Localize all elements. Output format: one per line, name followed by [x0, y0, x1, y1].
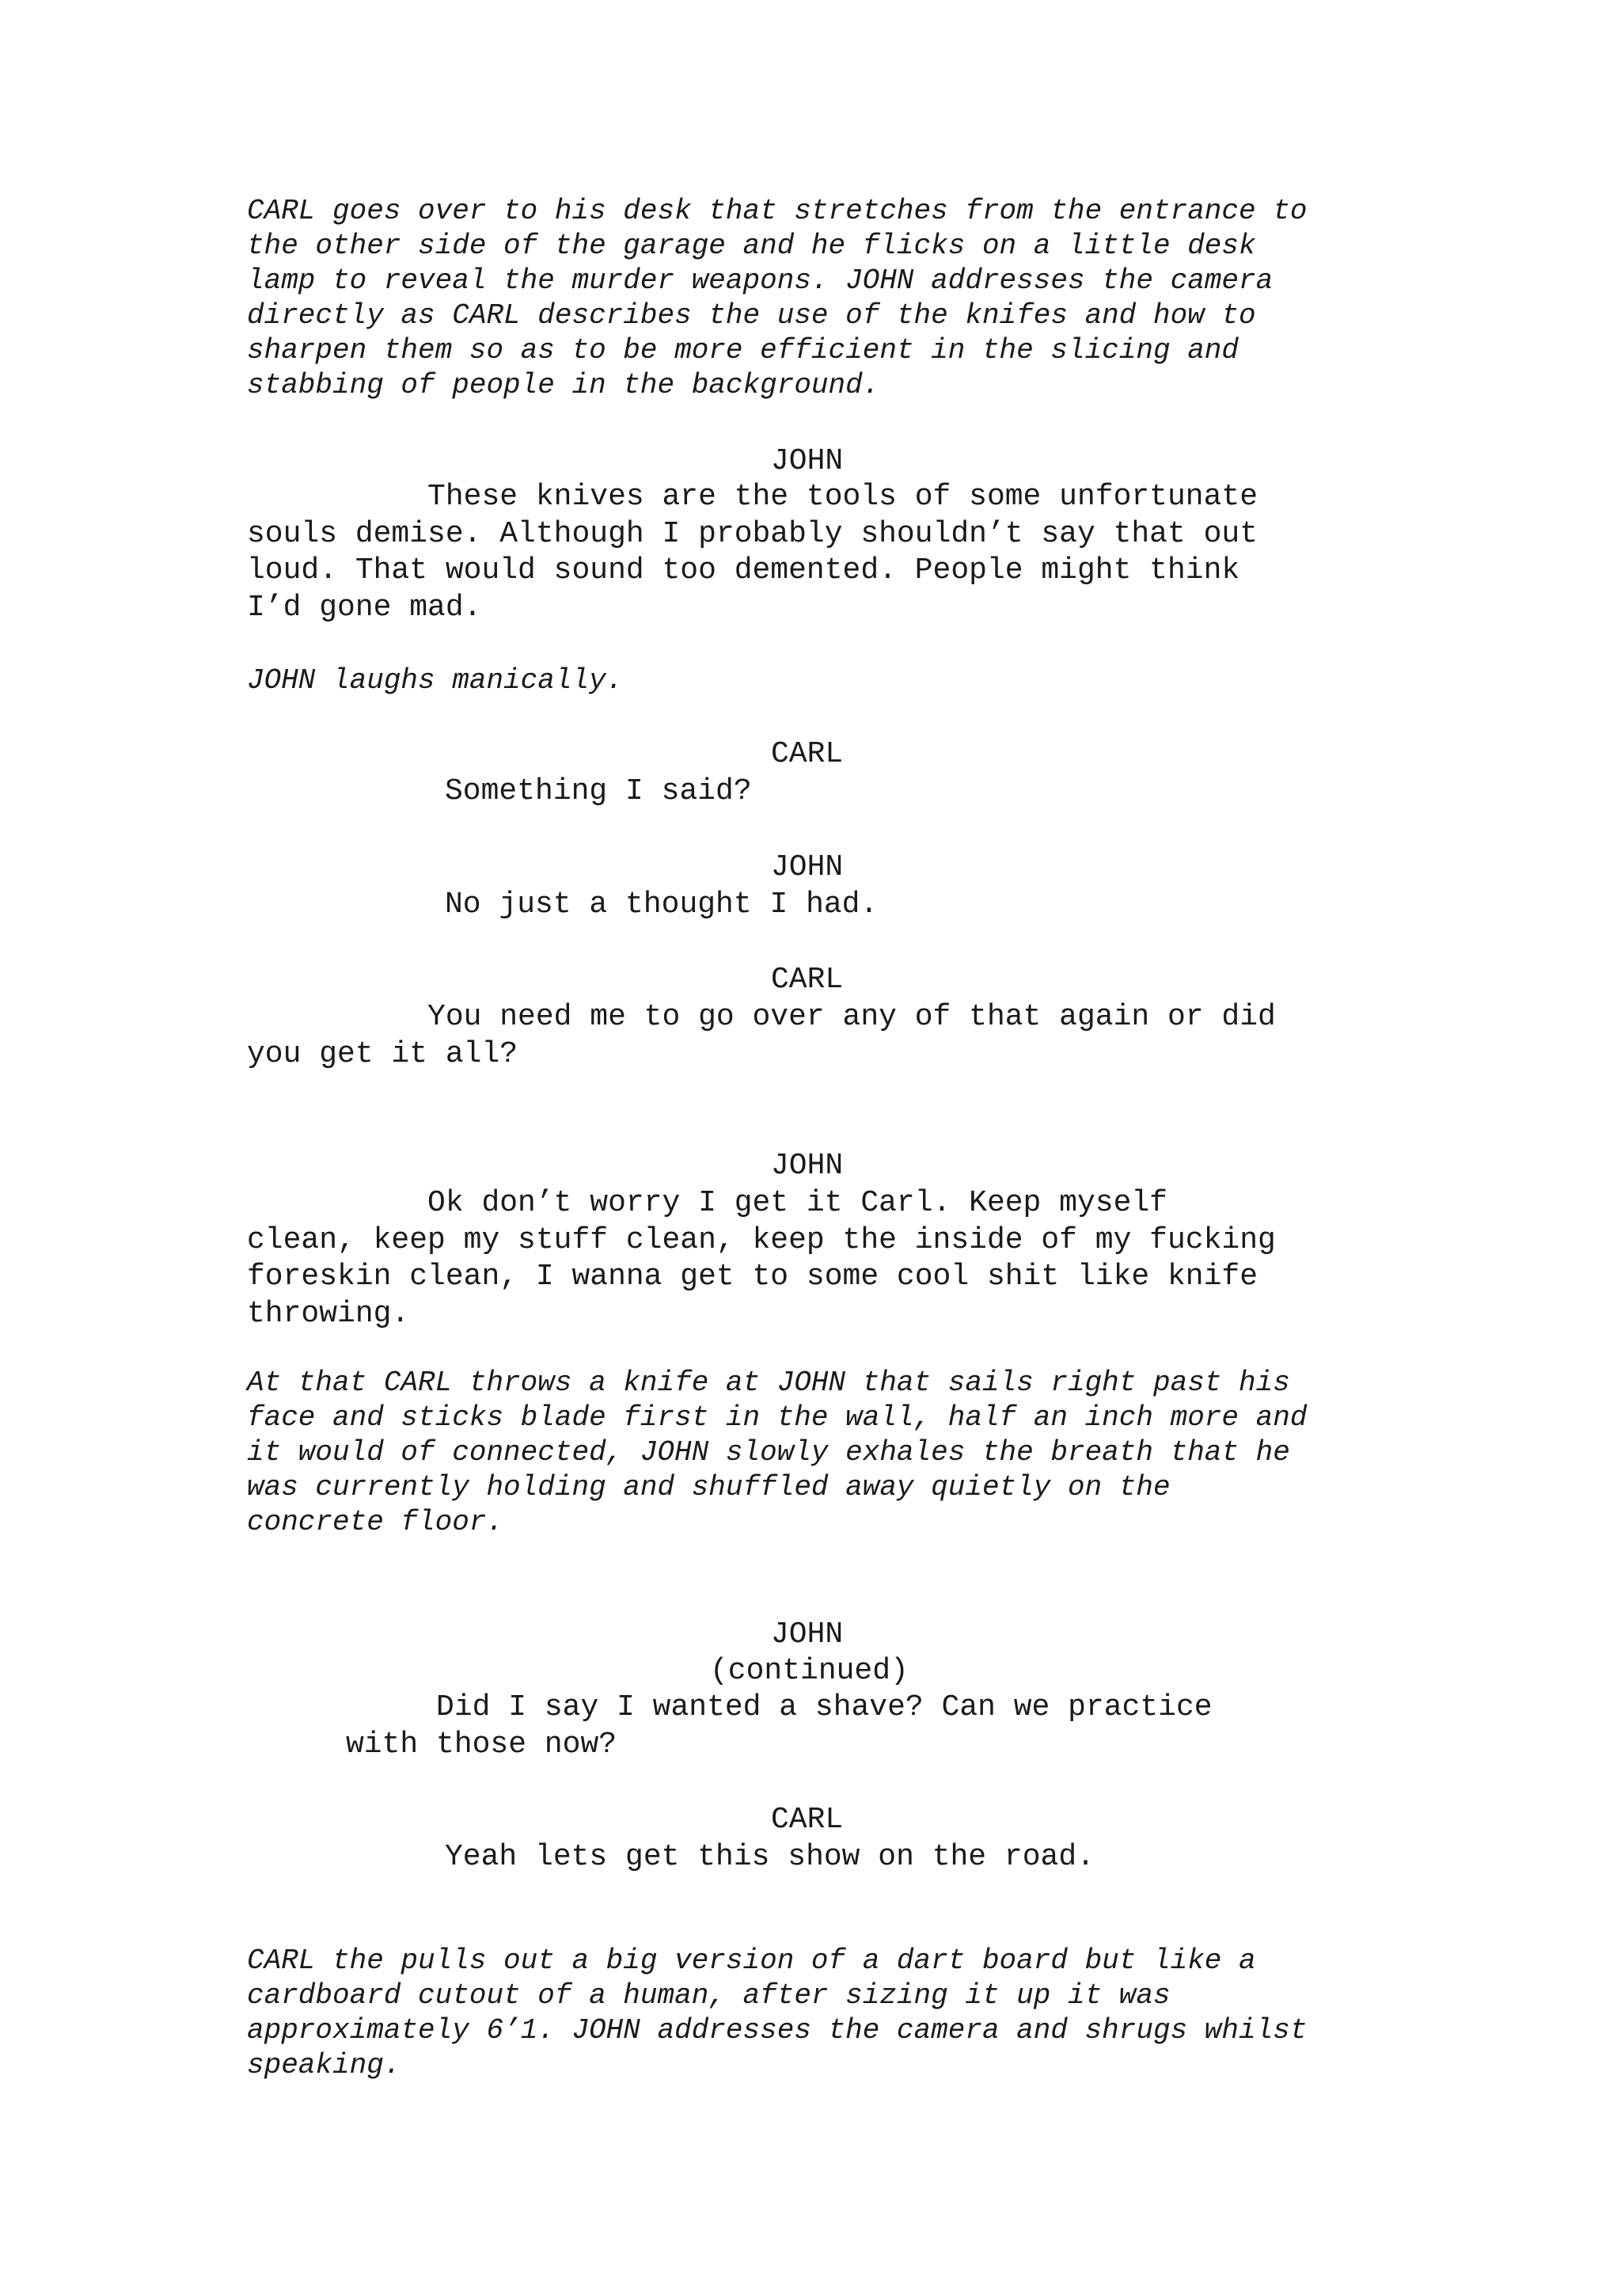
character-name: JOHN: [771, 1149, 844, 1183]
character-name: CARL: [771, 737, 844, 771]
dialogue: Something I said?: [445, 774, 752, 808]
character-name: JOHN: [771, 850, 844, 884]
action-description: CARL goes over to his desk that stretches from the entrance to the other side of the garage and he flicks on a little desk lamp to reveal the murder weapons. JOHN addresses the camera directly as CARL describes the use of the knifes and how to sharpen them so as to be more efficient in the slicing and stabbing of people in the background.: [247, 195, 1308, 401]
dialogue: Ok don’t worry I get it Carl. Keep myself clean, keep my stuff clean, keep the inside of my fucking foreskin clean, I wanna get to some cool shit like knife throwing.: [247, 1186, 1276, 1331]
character-name: JOHN: [771, 444, 844, 478]
character-name: CARL: [771, 963, 844, 997]
character-name: JOHN: [771, 1617, 844, 1652]
action-description: CARL the pulls out a big version of a dart board but like a cardboard cutout of a human, after sizing it up it was approximately 6’1. JOHN addresses the camera and shrugs whilst speaking.: [247, 1944, 1308, 2081]
dialogue: No just a thought I had.: [445, 888, 879, 922]
parenthetical: (continued): [710, 1654, 909, 1688]
dialogue: Yeah lets get this show on the road.: [445, 1840, 1095, 1874]
action-description: At that CARL throws a knife at JOHN that sails right past his face and sticks blade first in the wall, half an inch more and it would of connected, JOHN slowly exhales the breath that he was currently holding and shuffled away quietly on the concrete floor.: [247, 1367, 1308, 1538]
dialogue: You need me to go over any of that again or did you get it all?: [247, 1000, 1276, 1071]
dialogue: Did I say I wanted a shave? Can we practice with those now?: [346, 1690, 1213, 1762]
action-description: JOHN laughs manically.: [247, 664, 624, 697]
character-name: CARL: [771, 1803, 844, 1837]
dialogue: These knives are the tools of some unfortunate souls demise. Although I probably shouldn’t say that out loud. That would sound too demented. People might think I’d gone mad.: [247, 480, 1258, 625]
